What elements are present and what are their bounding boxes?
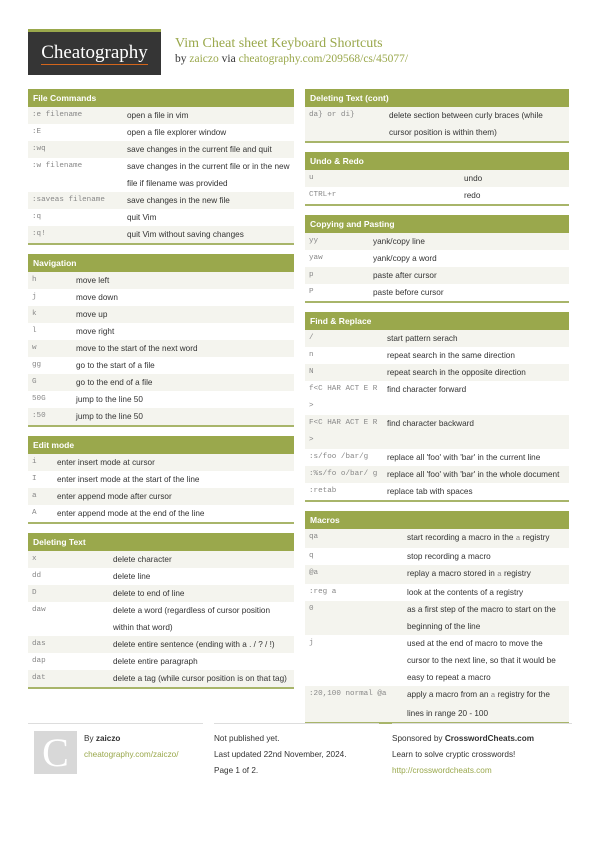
section-deleting-text-cont xyxy=(305,89,569,143)
section-title: Copying and Pasting xyxy=(305,215,569,233)
shortcut-key: I xyxy=(32,475,37,483)
section-navigation xyxy=(28,254,294,427)
shortcut-key: dd xyxy=(32,572,42,580)
section-title: Find & Replace xyxy=(305,312,569,330)
shortcut-description: move right xyxy=(76,327,115,336)
inline-code: a xyxy=(497,571,502,579)
shortcut-key: x xyxy=(32,555,37,563)
shortcut-row xyxy=(305,233,569,250)
sponsor-tagline: Learn to solve cryptic crosswords! xyxy=(392,750,516,759)
section-undo-redo xyxy=(305,152,569,206)
shortcut-description: move up xyxy=(76,310,108,319)
shortcut-row xyxy=(28,323,294,340)
shortcut-description: move to the start of the next word xyxy=(76,344,198,353)
shortcut-description: jump to the line 50 xyxy=(76,412,143,421)
shortcut-description: repeat search in the same direction xyxy=(387,351,515,360)
shortcut-row xyxy=(305,449,569,466)
shortcut-row xyxy=(305,381,569,415)
shortcut-key: :w filename xyxy=(32,162,83,170)
footer-status xyxy=(214,723,379,779)
shortcut-description: save changes in the current file or in the new file if filename was provided xyxy=(127,162,290,188)
shortcut-key: das xyxy=(32,640,46,648)
page-footer xyxy=(28,723,572,783)
shortcut-key: l xyxy=(32,327,37,335)
shortcut-description: go to the start of a file xyxy=(76,361,155,370)
shortcut-key: q xyxy=(309,552,314,560)
shortcut-description: stop recording a macro xyxy=(407,552,491,561)
inline-code: a xyxy=(515,535,521,543)
page-header xyxy=(28,29,578,75)
shortcut-key: a xyxy=(32,492,37,500)
shortcut-description: enter insert mode at cursor xyxy=(57,458,155,467)
shortcut-row xyxy=(28,568,294,585)
shortcut-row xyxy=(28,488,294,505)
sponsor-link[interactable]: http://crosswordcheats.com xyxy=(392,766,492,775)
sheet-url-link[interactable]: cheatography.com/209568/cs/45077/ xyxy=(238,53,409,65)
shortcut-key: n xyxy=(309,351,314,359)
shortcut-row xyxy=(305,548,569,565)
shortcut-row xyxy=(305,483,569,500)
shortcut-key: daw xyxy=(32,606,46,614)
section-title: Navigation xyxy=(28,254,294,272)
shortcut-description: redo xyxy=(464,191,481,200)
shortcut-row xyxy=(305,584,569,601)
shortcut-row xyxy=(28,408,294,425)
avatar: C xyxy=(34,731,77,774)
shortcut-key: 50G xyxy=(32,395,46,403)
section-title: Edit mode xyxy=(28,436,294,454)
shortcut-description: quit Vim xyxy=(127,213,157,222)
shortcut-description: delete entire sentence (ending with a . / ? / !) xyxy=(113,640,275,649)
shortcut-description: apply a macro from an a registry for the lines in range 20 - 100 xyxy=(407,690,550,718)
publish-status: Not published yet. xyxy=(214,734,280,743)
shortcut-key: u xyxy=(309,174,314,182)
shortcut-row xyxy=(305,466,569,483)
page-number: Page 1 of 2. xyxy=(214,766,259,775)
section-macros xyxy=(305,511,569,724)
footer-sponsor: Sponsored by CrosswordCheats.com Learn to solve cryptic crosswords! http://crosswordcheats.com xyxy=(392,723,572,779)
shortcut-description: save changes in the new file xyxy=(127,196,230,205)
shortcut-row xyxy=(305,601,569,635)
shortcut-description: paste after cursor xyxy=(373,271,437,280)
shortcut-description: delete entire paragraph xyxy=(113,657,198,666)
shortcut-row xyxy=(28,107,294,124)
shortcut-row xyxy=(305,170,569,187)
shortcut-description: find character backward xyxy=(387,419,474,428)
shortcut-row xyxy=(305,330,569,347)
shortcut-row xyxy=(305,565,569,584)
shortcut-key: :retab xyxy=(309,487,337,495)
shortcut-description: open a file in vim xyxy=(127,111,189,120)
shortcut-row xyxy=(305,284,569,301)
shortcut-row xyxy=(28,454,294,471)
shortcut-key: F<C HAR ACT E R> xyxy=(309,419,378,444)
shortcut-description: move left xyxy=(76,276,110,285)
shortcut-key: qa xyxy=(309,533,319,541)
shortcut-key: :%s/fo o/bar/ g xyxy=(309,470,378,478)
shortcut-description: used at the end of macro to move the cursor to the next line, so that it would be easy to repeat a macro xyxy=(407,639,556,682)
cheatography-logo[interactable]: Cheatography xyxy=(28,29,161,75)
shortcut-key: :20,100 normal @a xyxy=(309,690,387,698)
shortcut-description: start pattern serach xyxy=(387,334,458,343)
shortcut-key: :e filename xyxy=(32,111,83,119)
shortcut-description: delete line xyxy=(113,572,151,581)
shortcut-row xyxy=(28,158,294,192)
footer-author-link[interactable]: cheatography.com/zaiczo/ xyxy=(84,750,179,759)
shortcut-row xyxy=(305,187,569,204)
shortcut-key: yaw xyxy=(309,254,323,262)
shortcut-key: G xyxy=(32,378,37,386)
shortcut-key: dap xyxy=(32,657,46,665)
shortcut-key: :saveas filename xyxy=(32,196,105,204)
section-title: Macros xyxy=(305,511,569,529)
section-title: Deleting Text xyxy=(28,533,294,551)
section-deleting-text xyxy=(28,533,294,689)
shortcut-row xyxy=(28,585,294,602)
shortcut-description: delete a tag (while cursor position is on that tag) xyxy=(113,674,287,683)
section-find-replace xyxy=(305,312,569,502)
shortcut-description: yank/copy line xyxy=(373,237,425,246)
shortcut-row xyxy=(305,415,569,449)
shortcut-row xyxy=(28,471,294,488)
section-copying-and-pasting xyxy=(305,215,569,303)
shortcut-key: k xyxy=(32,310,37,318)
shortcut-key: p xyxy=(309,271,314,279)
shortcut-key: :reg a xyxy=(309,588,337,596)
shortcut-description: delete a word (regardless of cursor position within that word) xyxy=(113,606,271,632)
shortcut-description: enter insert mode at the start of the line xyxy=(57,475,200,484)
sponsor-name: CrosswordCheats.com xyxy=(444,734,534,743)
shortcut-key: CTRL+r xyxy=(309,191,337,199)
shortcut-key: N xyxy=(309,368,314,376)
shortcut-row xyxy=(28,551,294,568)
shortcut-description: enter append mode after cursor xyxy=(57,492,172,501)
shortcut-key: D xyxy=(32,589,37,597)
shortcut-row xyxy=(28,357,294,374)
shortcut-description: repeat search in the opposite direction xyxy=(387,368,526,377)
shortcut-row xyxy=(28,374,294,391)
section-title: Undo & Redo xyxy=(305,152,569,170)
page-title: Vim Cheat sheet Keyboard Shortcuts xyxy=(175,36,383,51)
section-title: File Commands xyxy=(28,89,294,107)
shortcut-key: 0 xyxy=(309,605,314,613)
shortcut-row xyxy=(28,192,294,209)
shortcut-description: delete to end of line xyxy=(113,589,185,598)
shortcut-key: / xyxy=(309,334,314,342)
shortcut-description: jump to the line 50 xyxy=(76,395,143,404)
shortcut-description: paste before cursor xyxy=(373,288,444,297)
shortcut-description: undo xyxy=(464,174,483,183)
shortcut-row xyxy=(28,505,294,522)
shortcut-row xyxy=(305,364,569,381)
shortcut-description: enter append mode at the end of the line xyxy=(57,509,205,518)
shortcut-row xyxy=(305,347,569,364)
shortcut-row xyxy=(28,226,294,243)
shortcut-row xyxy=(305,529,569,548)
shortcut-row xyxy=(28,340,294,357)
shortcut-description: replace all 'foo' with 'bar' in the current line xyxy=(387,453,541,462)
shortcut-key: :s/foo /bar/g xyxy=(309,453,369,461)
shortcut-key: yy xyxy=(309,237,319,245)
shortcut-row xyxy=(28,124,294,141)
shortcut-row xyxy=(28,670,294,687)
shortcut-key: da} or di} xyxy=(309,111,355,119)
shortcut-row xyxy=(305,250,569,267)
shortcut-row xyxy=(28,653,294,670)
shortcut-description: go to the end of a file xyxy=(76,378,153,387)
shortcut-description: replay a macro stored in a registry xyxy=(407,569,531,579)
shortcut-description: quit Vim without saving changes xyxy=(127,230,244,239)
shortcut-description: start recording a macro in the a registry xyxy=(407,533,550,543)
shortcut-key: :q! xyxy=(32,230,46,238)
shortcut-row xyxy=(28,602,294,636)
shortcut-description: move down xyxy=(76,293,118,302)
shortcut-description: as a first step of the macro to start on the beginning of the line xyxy=(407,605,556,631)
shortcut-row xyxy=(28,141,294,158)
title-block xyxy=(175,36,408,65)
shortcut-description: look at the contents of a registry xyxy=(407,588,524,597)
shortcut-key: i xyxy=(32,458,37,466)
shortcut-key: @a xyxy=(309,569,319,577)
shortcut-key: gg xyxy=(32,361,42,369)
section-title: Deleting Text (cont) xyxy=(305,89,569,107)
shortcut-description: find character forward xyxy=(387,385,467,394)
shortcut-row xyxy=(28,209,294,226)
shortcut-description: open a file explorer window xyxy=(127,128,227,137)
shortcut-key: j xyxy=(309,639,314,647)
byline: by zaiczo via cheatography.com/209568/cs/45077/ xyxy=(175,53,409,65)
last-updated: Last updated 22nd November, 2024. xyxy=(214,750,347,759)
shortcut-row xyxy=(305,107,569,141)
shortcut-row xyxy=(305,267,569,284)
shortcut-key: :q xyxy=(32,213,42,221)
shortcut-key: dat xyxy=(32,674,46,682)
shortcut-row xyxy=(28,289,294,306)
shortcut-key: :wq xyxy=(32,145,46,153)
shortcut-row xyxy=(28,272,294,289)
left-column xyxy=(28,89,294,698)
shortcut-key: w xyxy=(32,344,37,352)
shortcut-description: delete character xyxy=(113,555,172,564)
shortcut-key: :E xyxy=(32,128,42,136)
section-file-commands xyxy=(28,89,294,245)
shortcut-key: f<C HAR ACT E R> xyxy=(309,385,378,410)
shortcut-key: j xyxy=(32,293,37,301)
shortcut-row xyxy=(28,306,294,323)
footer-author-name: zaiczo xyxy=(95,734,121,743)
shortcut-key: P xyxy=(309,288,314,296)
inline-code: a xyxy=(490,692,496,700)
shortcut-description: replace all 'foo' with 'bar' in the whole document xyxy=(387,470,560,479)
right-column xyxy=(305,89,569,733)
author-link[interactable]: zaiczo xyxy=(189,53,219,65)
shortcut-key: :50 xyxy=(32,412,46,420)
shortcut-row xyxy=(305,635,569,686)
shortcut-description: replace tab with spaces xyxy=(387,487,473,496)
shortcut-row xyxy=(305,686,569,722)
shortcut-key: h xyxy=(32,276,37,284)
section-edit-mode xyxy=(28,436,294,524)
shortcut-key: A xyxy=(32,509,37,517)
shortcut-row xyxy=(28,391,294,408)
shortcut-row xyxy=(28,636,294,653)
shortcut-description: yank/copy a word xyxy=(373,254,437,263)
footer-author: C By zaiczo cheatography.com/zaiczo/ xyxy=(28,723,203,779)
shortcut-description: delete section between curly braces (while cursor position is within them) xyxy=(389,111,543,137)
shortcut-description: save changes in the current file and quit xyxy=(127,145,272,154)
